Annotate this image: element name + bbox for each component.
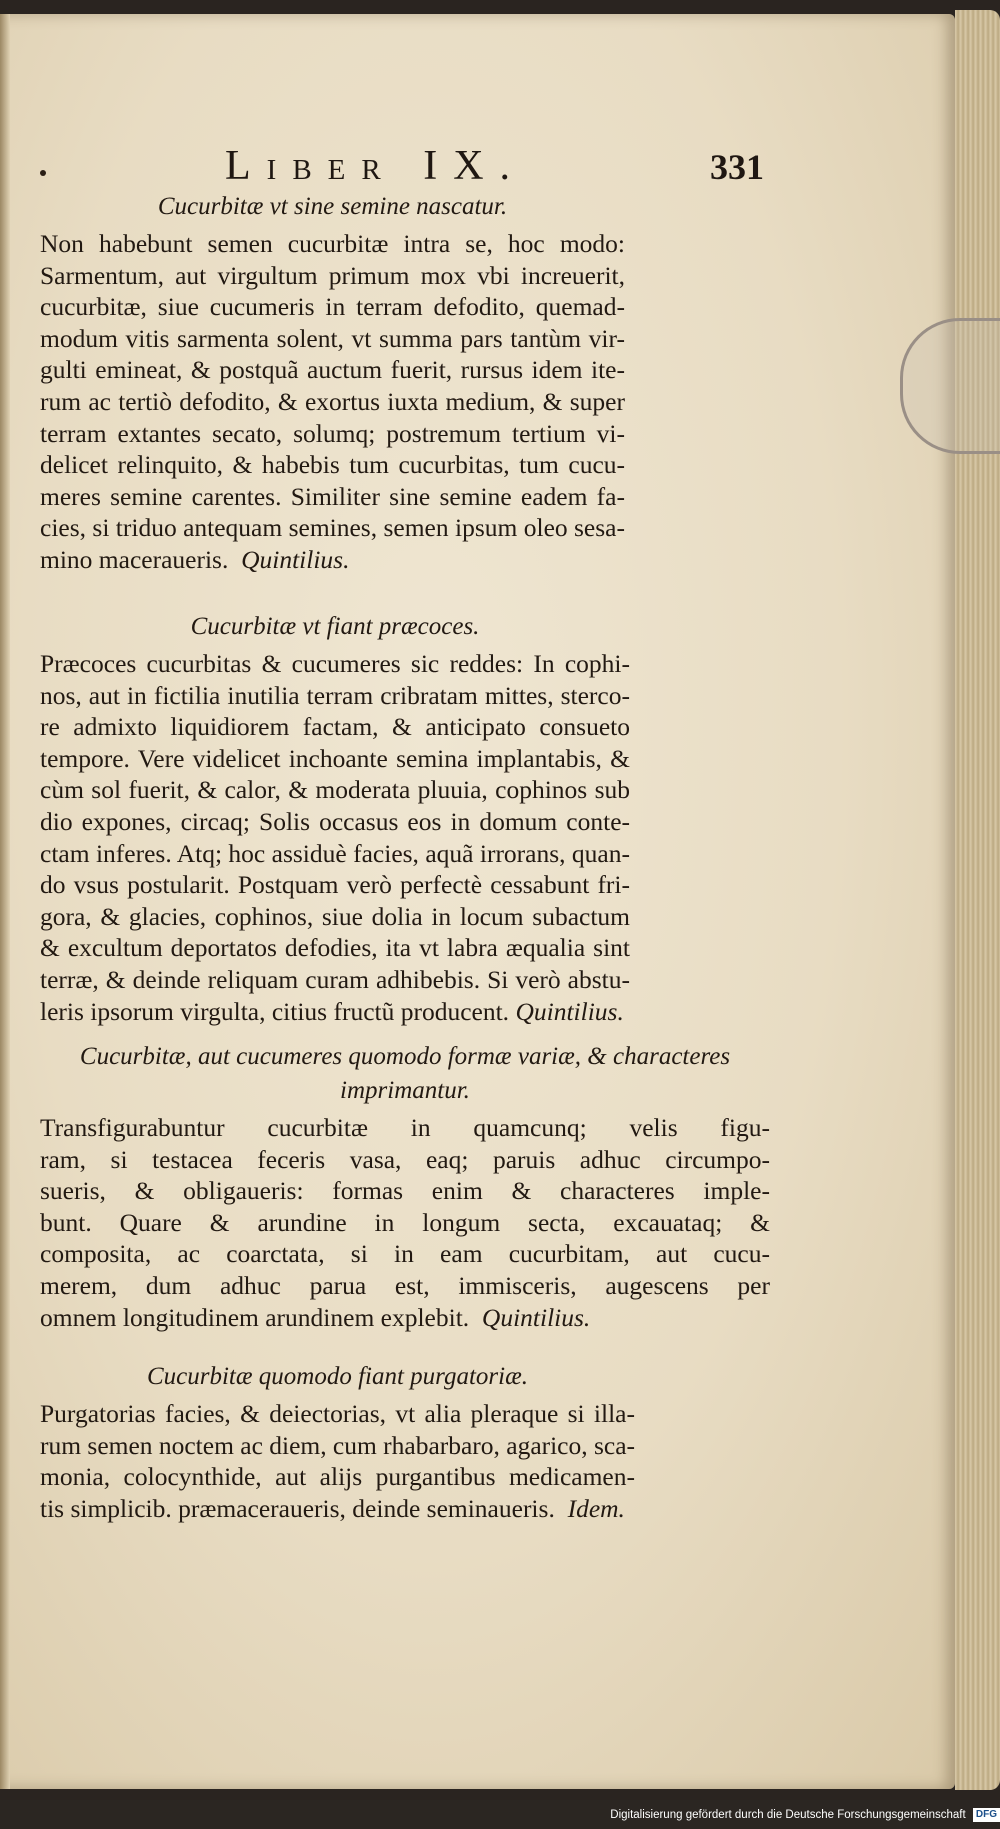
text-line: bunt. Quare & arundine in longum secta, excauataq; &: [40, 1207, 770, 1237]
attribution: Quintilius.: [515, 996, 624, 1026]
text-line-last: [40, 544, 625, 576]
text-line: cucurbitæ, siue cucumeris in terram defodito, quemad-: [40, 292, 625, 322]
page-header: [40, 142, 770, 192]
text-line: modum vitis sarmenta solent, vt summa pars tantùm vir-: [40, 323, 625, 353]
text-line: Sarmentum, aut virgultum primum mox vbi increuerit,: [40, 260, 625, 290]
text-line: rum semen noctem ac diem, cum rhabarbaro, agarico, sca-: [40, 1430, 635, 1460]
text-line: tempore. Vere videlicet inchoante semina implantabis, &: [40, 743, 630, 773]
text-line: composita, ac coarctata, si in eam cucurbitam, aut cucu-: [40, 1239, 770, 1269]
text-line: merem, dum adhuc parua est, immisceris, augescens per: [40, 1270, 770, 1300]
book-page-edges: [955, 10, 1000, 1790]
running-title: Liber IX.: [225, 143, 527, 189]
text-line: Purgatorias facies, & deiectorias, vt alia pleraque si illa-: [40, 1399, 635, 1428]
text-line: Præcoces cucurbitas & cucumeres sic reddes: In cophi-: [40, 649, 630, 678]
section-shapes: [40, 1040, 770, 1333]
text-line: dio expones, circaq; Solis occasus eos in domum conte-: [40, 806, 630, 836]
text-line: rum ac tertiò defodito, & exortus iuxta medium, & super: [40, 386, 625, 416]
bookmark-ribbon: [900, 318, 1000, 454]
text-line: ctam inferes. Atq; hoc assiduè facies, aquã irrorans, quan-: [40, 838, 630, 868]
text-line: sueris, & obligaueris: formas enim & characteres imple-: [40, 1176, 770, 1206]
text-line: do vsus postularit. Postquam verò perfectè cessabunt fri-: [40, 870, 630, 900]
text-line-last: [40, 996, 630, 1028]
text-line: ram, si testacea feceris vasa, eaq; paruis adhuc circumpo-: [40, 1144, 770, 1174]
section-title: Cucurbitæ, aut cucumeres quomodo formæ variæ, & characteres imprimantur.: [79, 1043, 731, 1104]
credit-text: Digitalisierung gefördert durch die Deutsche Forschungsgemeinschaft: [610, 1809, 966, 1822]
text-line: omnem longitudinem arundinem explebit.: [40, 1302, 470, 1332]
text-line: gulti emineat, & postquã auctum fuerit, rursus idem ite-: [40, 355, 625, 385]
text-line: terram extantes secato, solumq; postremum tertium vi-: [40, 418, 625, 448]
dfg-logo: DFG: [973, 1808, 1000, 1822]
text-line-last: [40, 1302, 770, 1334]
attribution: Quintilius.: [241, 544, 350, 574]
text-line: tis simplicib. præmaceraueris, deinde seminaueris.: [40, 1493, 555, 1523]
text-line: nos, aut in fictilia inutilia terram cribratam mittes, sterco-: [40, 680, 630, 710]
text-line: cùm sol fuerit, & calor, & moderata pluuia, cophinos sub: [40, 775, 630, 805]
section-early: [40, 610, 630, 1027]
attribution: Idem.: [567, 1493, 625, 1523]
text-line: & excultum deportatos defodies, ita vt labra æqualia sint: [40, 933, 630, 963]
text-line: leris ipsorum virgulta, citius fructũ producent.: [40, 996, 510, 1026]
page-number: 331: [710, 147, 764, 187]
text-line: Non habebunt semen cucurbitæ intra se, hoc modo:: [40, 229, 625, 258]
digitization-credit: [600, 1808, 1000, 1828]
section-title: Cucurbitæ vt fiant præcoces.: [190, 613, 480, 640]
book-gutter: [0, 14, 10, 1789]
text-line: mino maceraueris.: [40, 544, 229, 574]
text-line: re admixto liquidiorem factam, & anticipato consueto: [40, 712, 630, 742]
section-title: Cucurbitæ quomodo fiant purgatoriæ.: [146, 1363, 529, 1390]
text-line: delicet relinquito, & habebis tum cucurbitas, tum cucu-: [40, 450, 625, 480]
ornament-dot: [40, 170, 46, 176]
text-line: terræ, & deinde reliquam curam adhibebis. Si verò abstu-: [40, 964, 630, 994]
text-line: monia, colocynthide, aut alijs purgantibus medicamen-: [40, 1462, 635, 1492]
attribution: Quintilius.: [481, 1302, 591, 1332]
section-purgative: [40, 1360, 635, 1524]
text-line: Transfigurabuntur cucurbitæ in quamcunq; velis figu-: [40, 1113, 770, 1142]
text-line: gora, & glacies, cophinos, siue dolia in locum subactum: [40, 901, 630, 931]
text-line: cies, si triduo antequam semines, semen ipsum oleo sesa-: [40, 513, 625, 543]
text-line-last: [40, 1493, 635, 1525]
section-seedless: [40, 190, 625, 576]
text-line: meres semine carentes. Similiter sine semine eadem fa-: [40, 481, 625, 511]
section-title: Cucurbitæ vt sine semine nascatur.: [157, 193, 508, 220]
